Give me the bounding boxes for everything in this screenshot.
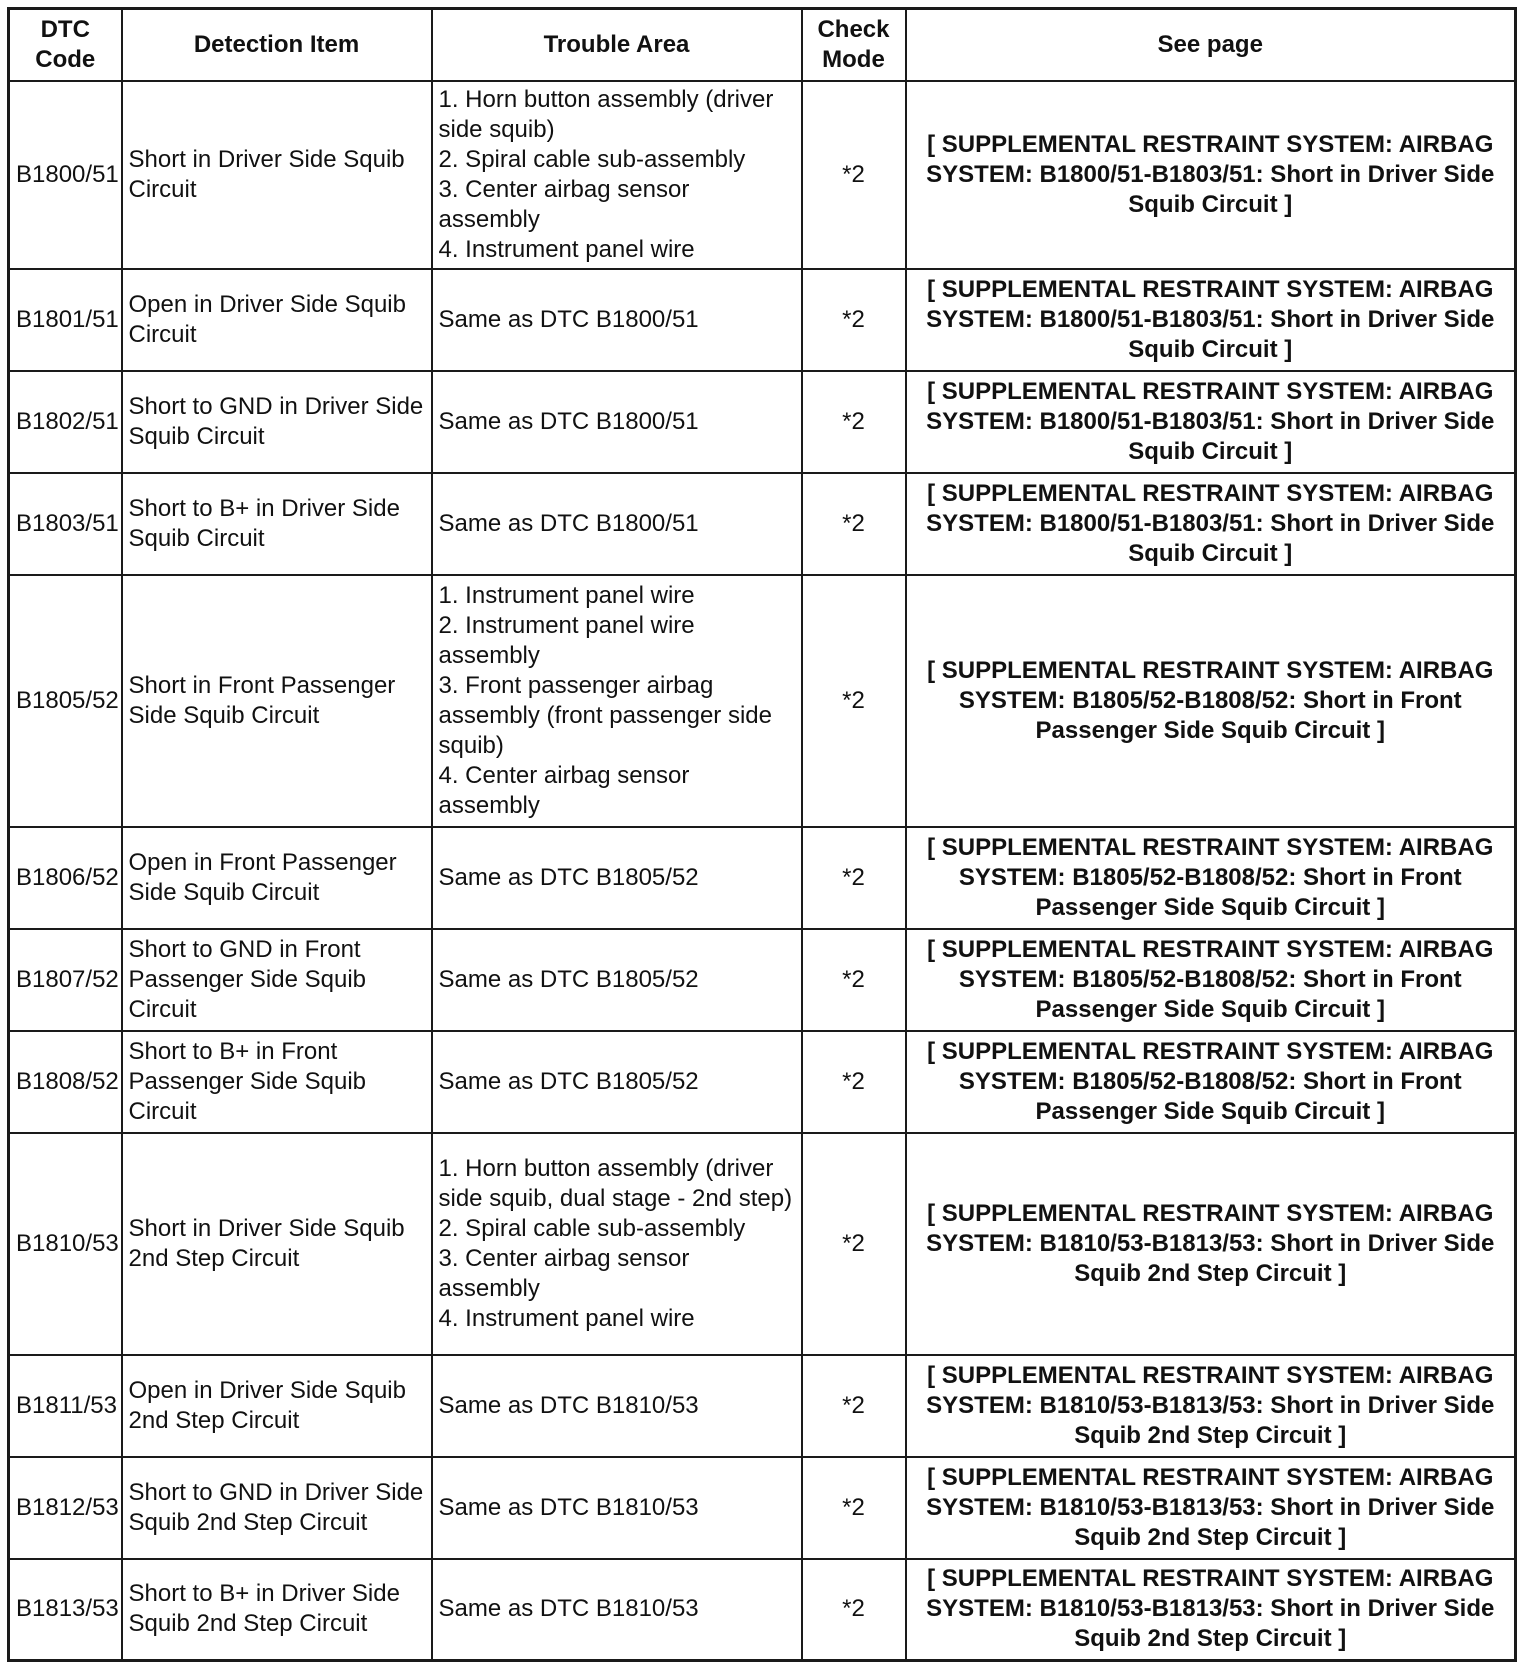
see-page-reference: [ SUPPLEMENTAL RESTRAINT SYSTEM: AIRBAG SYSTEM: B1810/53-B1813/53: Short in Driver Side Squib 2nd Step Circuit ]	[906, 1355, 1516, 1457]
trouble-area-line: 1. Horn button assembly (driver side squib, dual stage - 2nd step)	[438, 1154, 793, 1212]
table-body	[9, 81, 1516, 1661]
trouble-area-line: Same as DTC B1810/53	[438, 1595, 699, 1623]
table-row	[9, 81, 1516, 269]
dtc-code-cell: B1803/51	[9, 473, 122, 575]
detection-item-cell: Open in Driver Side Squib Circuit	[122, 269, 432, 371]
see-page-reference: [ SUPPLEMENTAL RESTRAINT SYSTEM: AIRBAG SYSTEM: B1800/51-B1803/51: Short in Driver Side Squib Circuit ]	[906, 371, 1516, 473]
table-row	[9, 1559, 1516, 1661]
check-mode-cell: *2	[802, 1457, 906, 1559]
trouble-area-cell	[432, 81, 802, 269]
trouble-area-cell	[432, 575, 802, 827]
check-mode-cell: *2	[802, 269, 906, 371]
trouble-area-cell	[432, 1355, 802, 1457]
check-mode-cell: *2	[802, 827, 906, 929]
table-row	[9, 269, 1516, 371]
detection-item-cell: Short in Driver Side Squib 2nd Step Circuit	[122, 1133, 432, 1355]
dtc-code-cell: B1805/52	[9, 575, 122, 827]
detection-item-cell: Short to B+ in Driver Side Squib Circuit	[122, 473, 432, 575]
check-mode-cell: *2	[802, 1031, 906, 1133]
trouble-area-line: Same as DTC B1810/53	[438, 1493, 699, 1521]
trouble-area-line: 3. Front passenger airbag assembly (front passenger side squib)	[438, 671, 772, 759]
see-page-reference: [ SUPPLEMENTAL RESTRAINT SYSTEM: AIRBAG SYSTEM: B1805/52-B1808/52: Short in Front Passenger Side Squib Circuit ]	[906, 575, 1516, 827]
trouble-area-cell	[432, 473, 802, 575]
dtc-code-cell: B1813/53	[9, 1559, 122, 1661]
header-dtc-code: DTC Code	[9, 9, 122, 81]
table-row	[9, 1457, 1516, 1559]
header-see-page: See page	[906, 9, 1516, 81]
table-row	[9, 1031, 1516, 1133]
detection-item-cell: Open in Driver Side Squib 2nd Step Circuit	[122, 1355, 432, 1457]
trouble-area-line: 3. Center airbag sensor assembly	[438, 1244, 690, 1302]
check-mode-cell: *2	[802, 1133, 906, 1355]
trouble-area-line: 2. Instrument panel wire assembly	[438, 611, 695, 669]
dtc-table	[7, 7, 1517, 1662]
check-mode-cell: *2	[802, 575, 906, 827]
trouble-area-cell	[432, 269, 802, 371]
dtc-code-cell: B1800/51	[9, 81, 122, 269]
detection-item-cell: Short to B+ in Front Passenger Side Squib Circuit	[122, 1031, 432, 1133]
dtc-code-cell: B1802/51	[9, 371, 122, 473]
dtc-code-cell: B1808/52	[9, 1031, 122, 1133]
header-check-mode: Check Mode	[802, 9, 906, 81]
see-page-reference: [ SUPPLEMENTAL RESTRAINT SYSTEM: AIRBAG SYSTEM: B1805/52-B1808/52: Short in Front Passenger Side Squib Circuit ]	[906, 1031, 1516, 1133]
trouble-area-line: 2. Spiral cable sub-assembly	[438, 145, 746, 173]
detection-item-cell: Short to B+ in Driver Side Squib 2nd Step Circuit	[122, 1559, 432, 1661]
check-mode-cell: *2	[802, 371, 906, 473]
detection-item-cell: Short to GND in Driver Side Squib Circuit	[122, 371, 432, 473]
detection-item-cell: Short in Driver Side Squib Circuit	[122, 81, 432, 269]
check-mode-cell: *2	[802, 473, 906, 575]
trouble-area-line: 4. Instrument panel wire	[438, 1304, 695, 1332]
detection-item-cell: Short in Front Passenger Side Squib Circuit	[122, 575, 432, 827]
trouble-area-line: Same as DTC B1805/52	[438, 965, 699, 993]
trouble-area-line: Same as DTC B1800/51	[438, 509, 699, 537]
see-page-reference: [ SUPPLEMENTAL RESTRAINT SYSTEM: AIRBAG SYSTEM: B1800/51-B1803/51: Short in Driver Side Squib Circuit ]	[906, 81, 1516, 269]
see-page-reference: [ SUPPLEMENTAL RESTRAINT SYSTEM: AIRBAG SYSTEM: B1805/52-B1808/52: Short in Front Passenger Side Squib Circuit ]	[906, 827, 1516, 929]
trouble-area-cell	[432, 1559, 802, 1661]
detection-item-cell: Short to GND in Front Passenger Side Squib Circuit	[122, 929, 432, 1031]
see-page-reference: [ SUPPLEMENTAL RESTRAINT SYSTEM: AIRBAG SYSTEM: B1810/53-B1813/53: Short in Driver Side Squib 2nd Step Circuit ]	[906, 1559, 1516, 1661]
check-mode-cell: *2	[802, 929, 906, 1031]
trouble-area-cell	[432, 1457, 802, 1559]
see-page-reference: [ SUPPLEMENTAL RESTRAINT SYSTEM: AIRBAG SYSTEM: B1810/53-B1813/53: Short in Driver Side Squib 2nd Step Circuit ]	[906, 1133, 1516, 1355]
header-detection-item: Detection Item	[122, 9, 432, 81]
dtc-code-cell: B1807/52	[9, 929, 122, 1031]
trouble-area-line: 4. Instrument panel wire	[438, 235, 695, 263]
trouble-area-line: 2. Spiral cable sub-assembly	[438, 1214, 746, 1242]
detection-item-cell: Open in Front Passenger Side Squib Circuit	[122, 827, 432, 929]
check-mode-cell: *2	[802, 1559, 906, 1661]
trouble-area-line: Same as DTC B1800/51	[438, 407, 699, 435]
trouble-area-line: Same as DTC B1805/52	[438, 863, 699, 891]
check-mode-cell: *2	[802, 81, 906, 269]
trouble-area-cell	[432, 1133, 802, 1355]
trouble-area-line: 1. Instrument panel wire	[438, 581, 695, 609]
dtc-code-cell: B1806/52	[9, 827, 122, 929]
trouble-area-line: Same as DTC B1810/53	[438, 1391, 699, 1419]
see-page-reference: [ SUPPLEMENTAL RESTRAINT SYSTEM: AIRBAG SYSTEM: B1810/53-B1813/53: Short in Driver Side Squib 2nd Step Circuit ]	[906, 1457, 1516, 1559]
table-row	[9, 371, 1516, 473]
table-row	[9, 1133, 1516, 1355]
trouble-area-line: 4. Center airbag sensor assembly	[438, 761, 690, 819]
see-page-reference: [ SUPPLEMENTAL RESTRAINT SYSTEM: AIRBAG SYSTEM: B1805/52-B1808/52: Short in Front Passenger Side Squib Circuit ]	[906, 929, 1516, 1031]
header-row	[9, 9, 1516, 81]
table-row	[9, 929, 1516, 1031]
trouble-area-cell	[432, 827, 802, 929]
table-row	[9, 473, 1516, 575]
dtc-code-cell: B1811/53	[9, 1355, 122, 1457]
see-page-reference: [ SUPPLEMENTAL RESTRAINT SYSTEM: AIRBAG SYSTEM: B1800/51-B1803/51: Short in Driver Side Squib Circuit ]	[906, 473, 1516, 575]
dtc-code-cell: B1810/53	[9, 1133, 122, 1355]
table-header	[9, 9, 1516, 81]
table-row	[9, 1355, 1516, 1457]
check-mode-cell: *2	[802, 1355, 906, 1457]
table-row	[9, 575, 1516, 827]
table-row	[9, 827, 1516, 929]
trouble-area-cell	[432, 371, 802, 473]
dtc-code-cell: B1801/51	[9, 269, 122, 371]
trouble-area-line: Same as DTC B1800/51	[438, 305, 699, 333]
trouble-area-cell	[432, 1031, 802, 1133]
see-page-reference: [ SUPPLEMENTAL RESTRAINT SYSTEM: AIRBAG SYSTEM: B1800/51-B1803/51: Short in Driver Side Squib Circuit ]	[906, 269, 1516, 371]
trouble-area-line: 3. Center airbag sensor assembly	[438, 175, 690, 233]
trouble-area-line: Same as DTC B1805/52	[438, 1067, 699, 1095]
header-trouble-area: Trouble Area	[432, 9, 802, 81]
dtc-code-cell: B1812/53	[9, 1457, 122, 1559]
detection-item-cell: Short to GND in Driver Side Squib 2nd Step Circuit	[122, 1457, 432, 1559]
trouble-area-cell	[432, 929, 802, 1031]
trouble-area-line: 1. Horn button assembly (driver side squib)	[438, 85, 774, 143]
